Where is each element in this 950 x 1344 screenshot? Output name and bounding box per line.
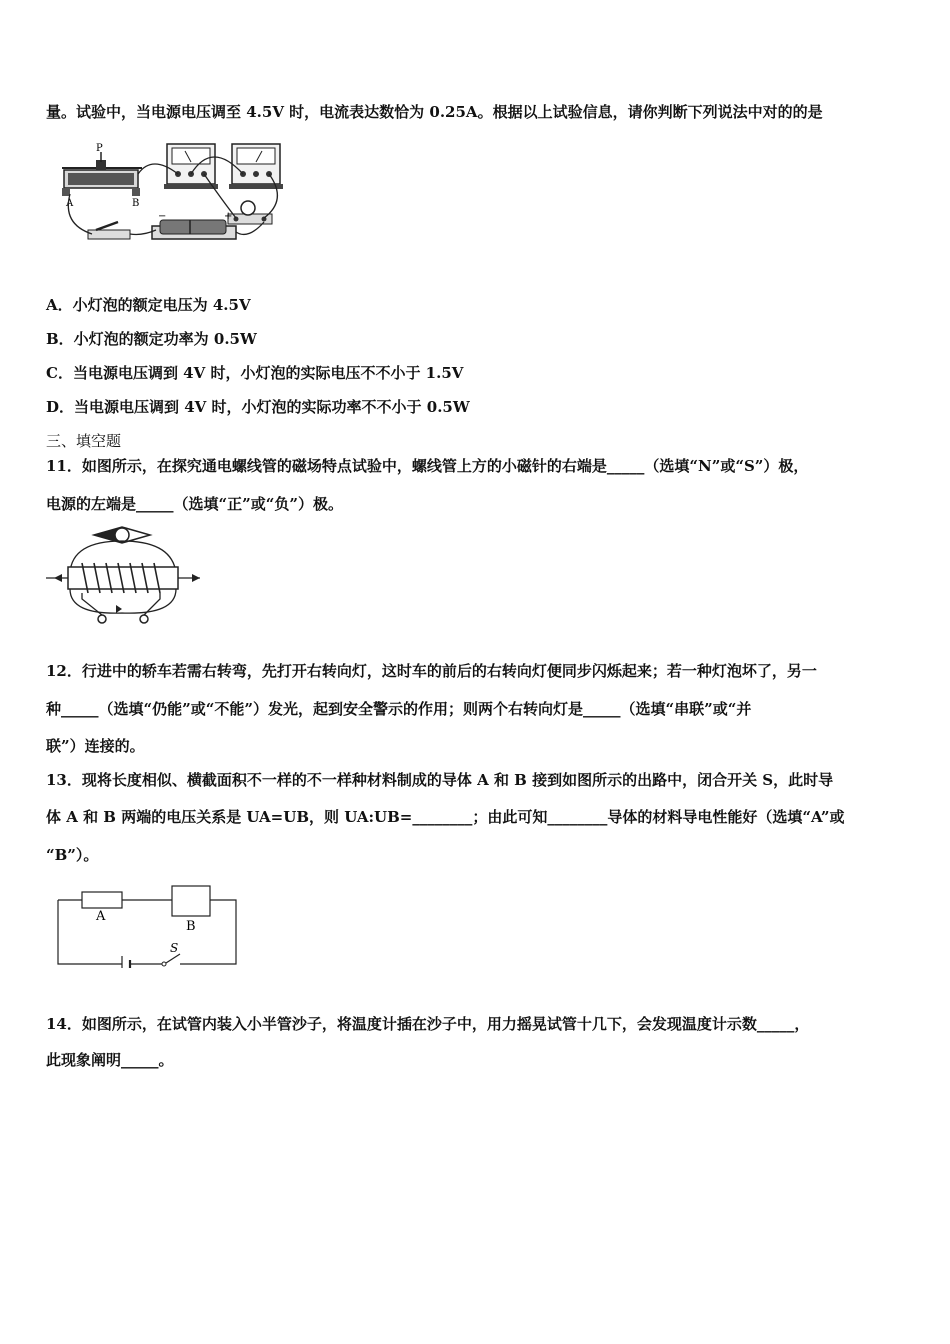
circuit-apparatus-figure bbox=[52, 140, 292, 245]
q10-option-c: C．当电源电压调到 4V 时，小灯泡的实际电压不不小于 1.5V bbox=[46, 364, 464, 382]
q12-line1: 12．行进中的轿车若需右转弯，先打开右转向灯，这时车的前后的右转向灯便同步闪烁起来；若一种灯泡坏了，另一 bbox=[46, 662, 817, 680]
q13-line3: “B”）。 bbox=[46, 846, 99, 864]
q13-line1: 13．现将长度相似、横截面积不一样的不一样种材料制成的导体 A 和 B 接到如图所示的出路中，闭合开关 S，此时导 bbox=[46, 771, 834, 789]
q14-line2: 此现象阐明_____。 bbox=[46, 1051, 174, 1069]
resistor-b bbox=[172, 886, 210, 916]
switch-pivot bbox=[162, 962, 166, 966]
q11-line2: 电源的左端是_____（选填“正”或“负”）极。 bbox=[46, 495, 344, 513]
q12-line3: 联”）连接的。 bbox=[46, 737, 145, 755]
q11-line1: 11．如图所示，在探究通电螺线管的磁场特点试验中，螺线管上方的小磁针的右端是_____（选填“N”或“S”）极， bbox=[46, 457, 809, 475]
rheostat-label-a: A bbox=[66, 198, 74, 209]
svg-text:+: + bbox=[224, 211, 233, 222]
label-a: A bbox=[96, 909, 106, 924]
label-b: B bbox=[186, 919, 196, 934]
switch-figure bbox=[88, 222, 130, 239]
rheostat-label-p: P bbox=[96, 143, 103, 154]
voltmeter-figure bbox=[229, 144, 283, 189]
label-s: S bbox=[170, 941, 179, 955]
current-arrow-icon bbox=[116, 605, 122, 613]
q10-option-a: A．小灯泡的额定电压为 4.5V bbox=[46, 296, 251, 314]
terminal-left bbox=[98, 615, 106, 623]
q10-stem: 量。试验中，当电源电压调至 4.5V 时，电流表达数恰为 0.25A。根据以上试验信息，请你判断下列说法中对的的是 bbox=[46, 103, 823, 121]
q10-option-b: B．小灯泡的额定功率为 0.5W bbox=[46, 330, 257, 348]
solenoid-figure bbox=[42, 523, 210, 631]
circuit-ab-figure bbox=[54, 882, 240, 968]
lamp-figure bbox=[228, 201, 272, 224]
q12-line2: 种_____（选填“仍能”或“不能”）发光，起到安全警示的作用；则两个右转向灯是_____（选填“串联”或“并 bbox=[46, 700, 752, 718]
rheostat-label-b: B bbox=[132, 198, 140, 209]
q14-line1: 14．如图所示，在试管内装入小半管沙子，将温度计插在沙子中，用力摇晃试管十几下，会发现温度计示数_____， bbox=[46, 1015, 810, 1033]
resistor-a bbox=[82, 892, 122, 908]
q10-option-d: D．当电源电压调到 4V 时，小灯泡的实际功率不不小于 0.5W bbox=[46, 398, 470, 416]
section-title: 三、填空题 bbox=[46, 432, 122, 450]
terminal-right bbox=[140, 615, 148, 623]
q13-line2: 体 A 和 B 两端的电压关系是 UA=UB，则 UA:UB=________；由此可知________导体的材料导电性能好（选填“A”或 bbox=[46, 808, 845, 826]
battery-figure bbox=[152, 211, 236, 239]
switch-lever bbox=[166, 954, 180, 963]
rheostat-figure bbox=[62, 143, 142, 209]
svg-text:−: − bbox=[158, 211, 167, 222]
